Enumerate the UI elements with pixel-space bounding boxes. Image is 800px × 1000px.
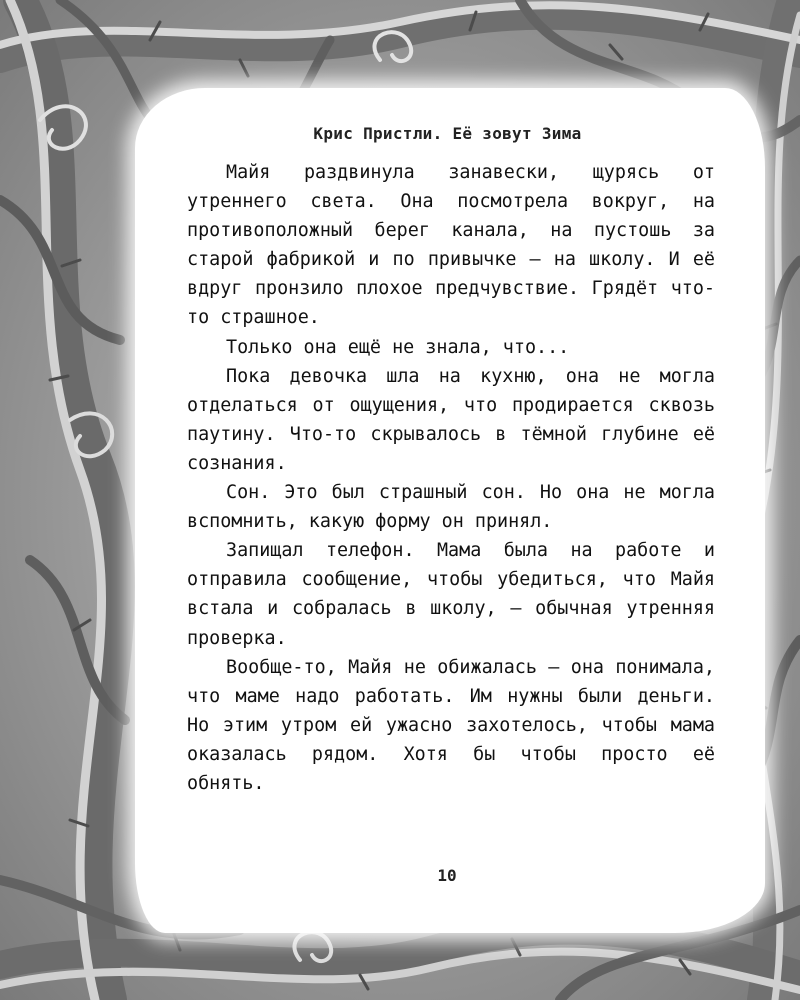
running-header: Крис Пристли. Её зовут Зима (313, 124, 582, 143)
paragraph: Сон. Это был страшный сон. Но она не могла вспомнить, какую форму он принял. (187, 482, 715, 533)
body-text (187, 158, 715, 798)
page-number: 10 (437, 866, 457, 885)
paragraph: Вообще-то, Майя не обижалась — она понимала, что маме надо работать. Им нужны были деньги. Но этим утром ей ужасно захотелось, чтобы мама оказалась рядом. Хотя бы чтобы просто её обнять. (187, 656, 715, 794)
paragraph: Запищал телефон. Мама была на работе и отправила сообщение, чтобы убедиться, что Майя встала и собралась в школу, — обычная утренняя проверка. (187, 540, 715, 649)
paragraph: Пока девочка шла на кухню, она не могла отделаться от ощущения, что продирается сквозь паутину. Что-то скрывалось в тёмной глубине её сознания. (187, 365, 715, 474)
paragraph: Только она ещё не знала, что... (226, 336, 570, 358)
paragraph: Майя раздвинула занавески, щурясь от утреннего света. Она посмотрела вокруг, на противоположный берег канала, на пустошь за старой фабрикой и по привычке — на школу. И её вдруг пронзило плохое предчувствие. Грядёт что-то страшное. (187, 162, 715, 329)
